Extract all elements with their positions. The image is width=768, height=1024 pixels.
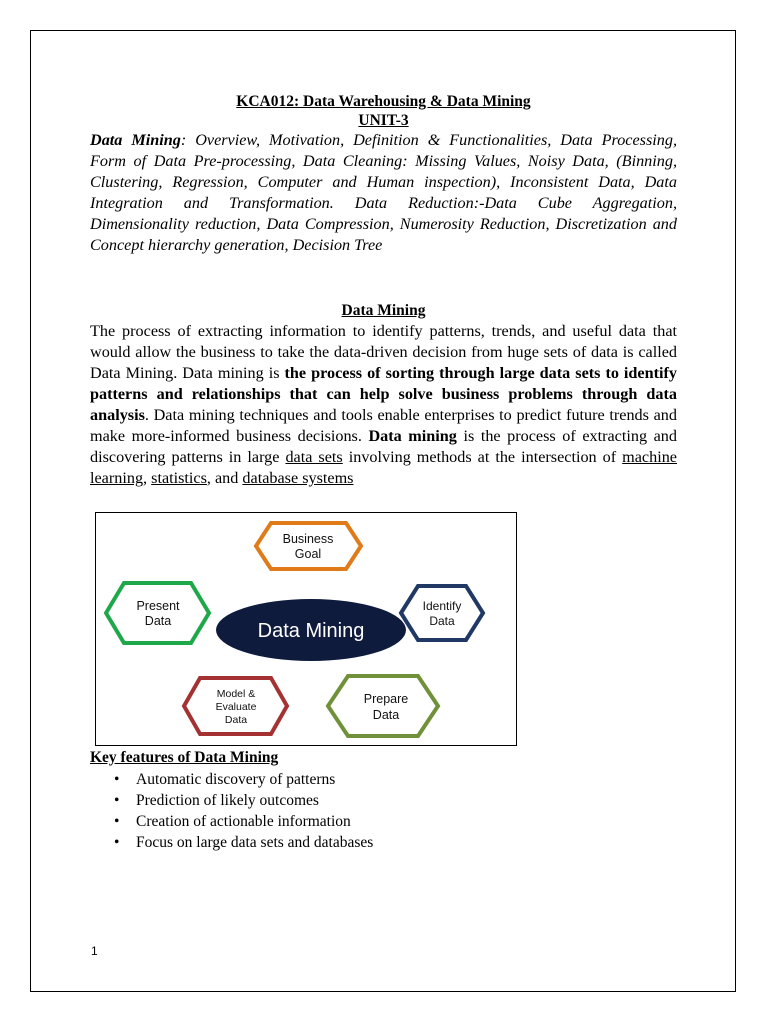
list-item-text: Creation of actionable information	[136, 813, 351, 830]
page-number: 1	[91, 944, 98, 958]
prepare-data-hexagon	[328, 676, 438, 736]
list-item	[90, 790, 373, 811]
present-data-hexagon	[106, 583, 209, 643]
center-label: Data Mining	[257, 620, 365, 642]
model-evaluate-node	[184, 678, 287, 734]
identify-data-label-2: Data	[429, 614, 455, 628]
business-goal-node	[256, 523, 361, 569]
prepare-data-label-1: Prepare	[363, 692, 409, 706]
paragraph-text: involving methods at the intersection of	[342, 448, 623, 466]
link-machine-learning[interactable]: machine learning	[90, 448, 677, 487]
business-goal-label-1: Business	[282, 532, 334, 546]
identify-data-node	[401, 586, 483, 640]
bullet-icon: •	[114, 771, 120, 788]
paragraph-text: , and	[206, 469, 243, 487]
prepare-data-label-2: Data	[372, 708, 400, 722]
key-features-list	[90, 769, 373, 853]
link-data-sets[interactable]: data sets	[285, 448, 343, 466]
paragraph-text: ,	[143, 469, 152, 487]
syllabus-text: : Overview, Motivation, Definition & Functionalities, Data Processing, Form of Data Pre-processing, Data Cleaning: Missing Values, Noisy Data, (Binning, Clustering, Regression, Computer and Human inspection), Inconsistent Data, Data Integration and Transformation. Data Reduction:-Data Cube Aggregation, Dimensionality reduction, Data Compression, Numerosity Reduction, Discretization and Concept hierarchy generation, Decision Tree	[90, 131, 677, 254]
model-evaluate-label-3: Data	[224, 714, 248, 726]
model-evaluate-label-1: Model &	[216, 688, 256, 700]
bullet-icon: •	[114, 834, 120, 851]
business-goal-label-2: Goal	[294, 547, 322, 561]
list-item	[90, 832, 373, 853]
present-data-label-1: Present	[136, 599, 180, 613]
prepare-data-node	[328, 676, 438, 736]
key-features-heading: Key features of Data Mining	[90, 749, 279, 766]
paragraph-text: is the process of extracting and discovering patterns in large	[90, 427, 677, 466]
link-database-systems[interactable]: database systems	[242, 469, 354, 487]
business-goal-hexagon	[256, 523, 361, 569]
list-item-text: Focus on large data sets and databases	[136, 834, 374, 851]
page-content	[90, 92, 677, 851]
data-mining-diagram	[95, 512, 517, 746]
syllabus-lead: Data Mining	[90, 131, 181, 149]
identify-data-hexagon	[401, 586, 483, 640]
list-item-text: Automatic discovery of patterns	[136, 771, 336, 788]
syllabus-paragraph	[90, 130, 677, 256]
center-node	[216, 599, 406, 661]
present-data-label-2: Data	[144, 614, 172, 628]
link-statistics[interactable]: statistics	[151, 469, 207, 487]
paragraph-text: . Data mining techniques and tools enable enterprises to predict future trends and make more-informed business decisions.	[90, 406, 677, 445]
intro-paragraph	[90, 321, 677, 489]
list-item	[90, 769, 373, 790]
diagram-svg	[96, 513, 517, 746]
paragraph-bold-text: Data mining	[368, 427, 457, 445]
list-item	[90, 811, 373, 832]
course-title: KCA012: Data Warehousing & Data Mining	[236, 93, 531, 110]
identify-data-label-1: Identify	[422, 599, 462, 613]
model-evaluate-label-2: Evaluate	[215, 701, 257, 713]
bullet-icon: •	[114, 813, 120, 830]
unit-title: UNIT-3	[358, 112, 409, 129]
paragraph-bold-text: the process of sorting through large data sets to identify patterns and relationships that can help solve business problems through data analysis	[90, 364, 677, 424]
bullet-icon: •	[114, 792, 120, 809]
list-item-text: Prediction of likely outcomes	[136, 792, 319, 809]
section-heading: Data Mining	[341, 302, 426, 319]
present-data-node	[106, 583, 209, 643]
paragraph-text: The process of extracting information to identify patterns, trends, and useful data that would allow the business to take the data-driven decision from huge sets of data is called Data Mining. Data mining is	[90, 322, 677, 382]
